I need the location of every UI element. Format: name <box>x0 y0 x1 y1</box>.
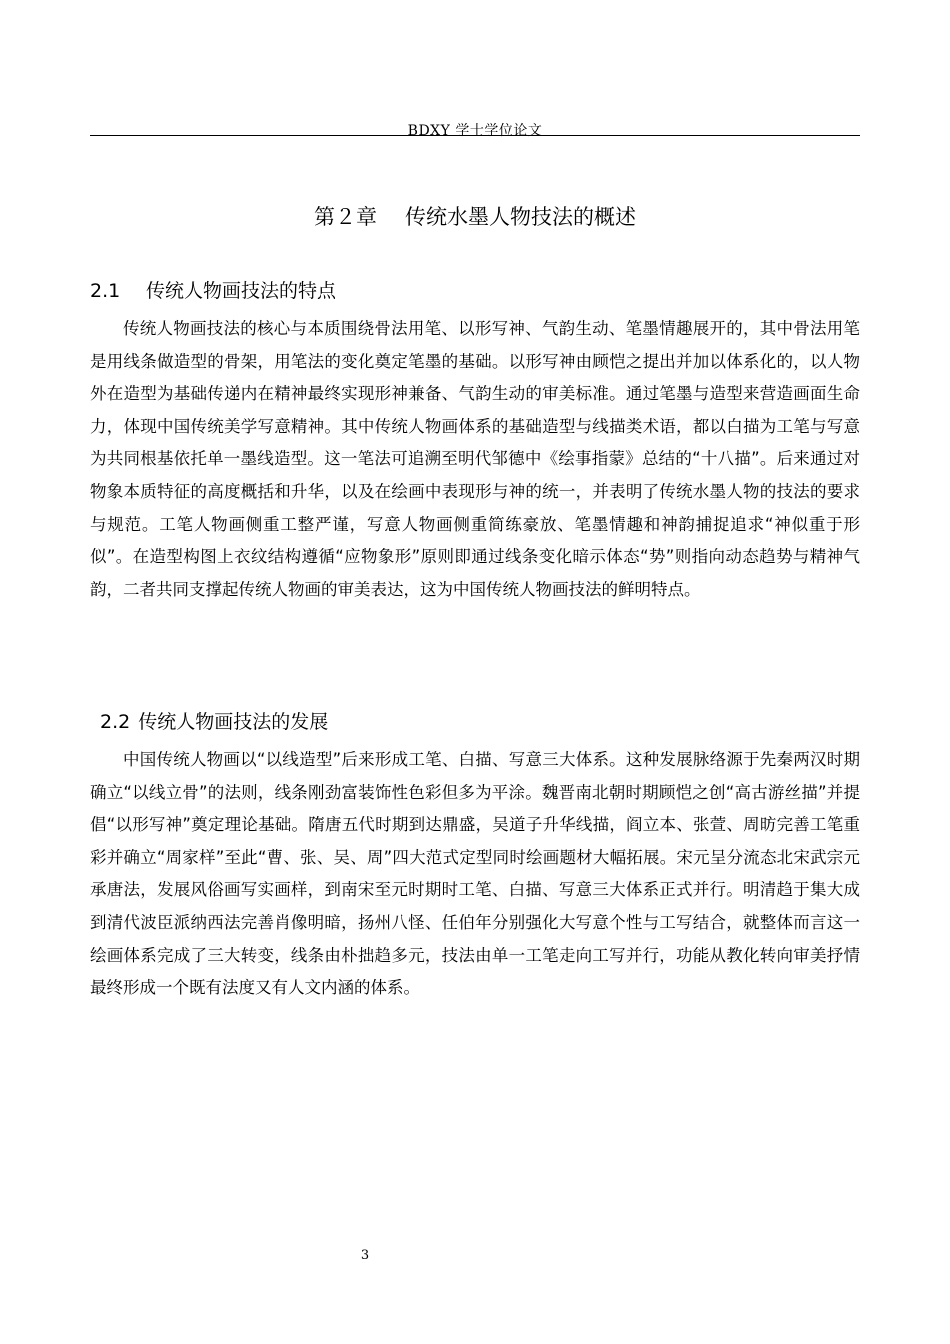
chapter-heading <box>90 201 860 231</box>
section-2-2-paragraph: 中国传统人物画以“以线造型”后来形成工笔、白描、写意三大体系。这种发展脉络源于先秦两汉时期确立“以线立骨”的法则，线条刚劲富装饰性色彩但多为平涂。魏晋南北朝时期顾恺之创“高古游丝描”并提倡“以形写神”奠定理论基础。隋唐五代时期到达鼎盛，吴道子升华线描，阎立本、张萱、周昉完善工笔重彩并确立“周家样”至此“曹、张、吴、周”四大范式定型同时绘画题材大幅拓展。宋元呈分流态北宋武宗元承唐法，发展风俗画写实画样，到南宋至元时期时工笔、白描、写意三大体系正式并行。明清趋于集大成到清代波臣派纳西法完善肖像明暗，扬州八怪、任伯年分别强化大写意个性与工写结合，就整体而言这一绘画体系完成了三大转变，线条由朴拙趋多元，技法由单一工笔走向工写并行，功能从教化转向审美抒情最终形成一个既有法度又有人文内涵的体系。 <box>90 750 860 998</box>
chapter-number: 第２章 <box>314 205 377 229</box>
section-number: 2.1 <box>90 280 121 302</box>
section-title: 传统人物画技法的特点 <box>146 280 337 302</box>
chapter-title: 传统水墨人物技法的概述 <box>405 205 636 229</box>
section-heading-2-1 <box>90 276 336 303</box>
page-number: 3 <box>360 1248 370 1263</box>
section-heading-2-2 <box>100 707 328 734</box>
section-2-1-paragraph: 传统人物画技法的核心与本质围绕骨法用笔、以形写神、气韵生动、笔墨情趣展开的，其中骨法用笔是用线条做造型的骨架，用笔法的变化奠定笔墨的基础。以形写神由顾恺之提出并加以体系化的，以人物外在造型为基础传递内在精神最终实现形神兼备、气韵生动的审美标准。通过笔墨与造型来营造画面生命力，体现中国传统美学写意精神。其中传统人物画体系的基础造型与线描类术语，都以白描为工笔与写意为共同根基依托单一墨线造型。这一笔法可追溯至明代邹德中《绘事指蒙》总结的“十八描”。后来通过对物象本质特征的高度概括和升华，以及在绘画中表现形与神的统一，并表明了传统水墨人物的技法的要求与规范。工笔人物画侧重工整严谨，写意人物画侧重简练豪放、笔墨情趣和神韵捕捉追求“神似重于形似”。在造型构图上衣纹结构遵循“应物象形”原则即通过线条变化暗示体态“势”则指向动态趋势与精神气韵，二者共同支撑起传统人物画的审美表达，这为中国传统人物画技法的鲜明特点。 <box>90 319 860 599</box>
header-divider <box>90 135 860 136</box>
running-header: BDXY 学士学位论文 <box>407 123 543 139</box>
section-title: 传统人物画技法的发展 <box>138 711 329 733</box>
section-number: 2.2 <box>100 711 131 733</box>
